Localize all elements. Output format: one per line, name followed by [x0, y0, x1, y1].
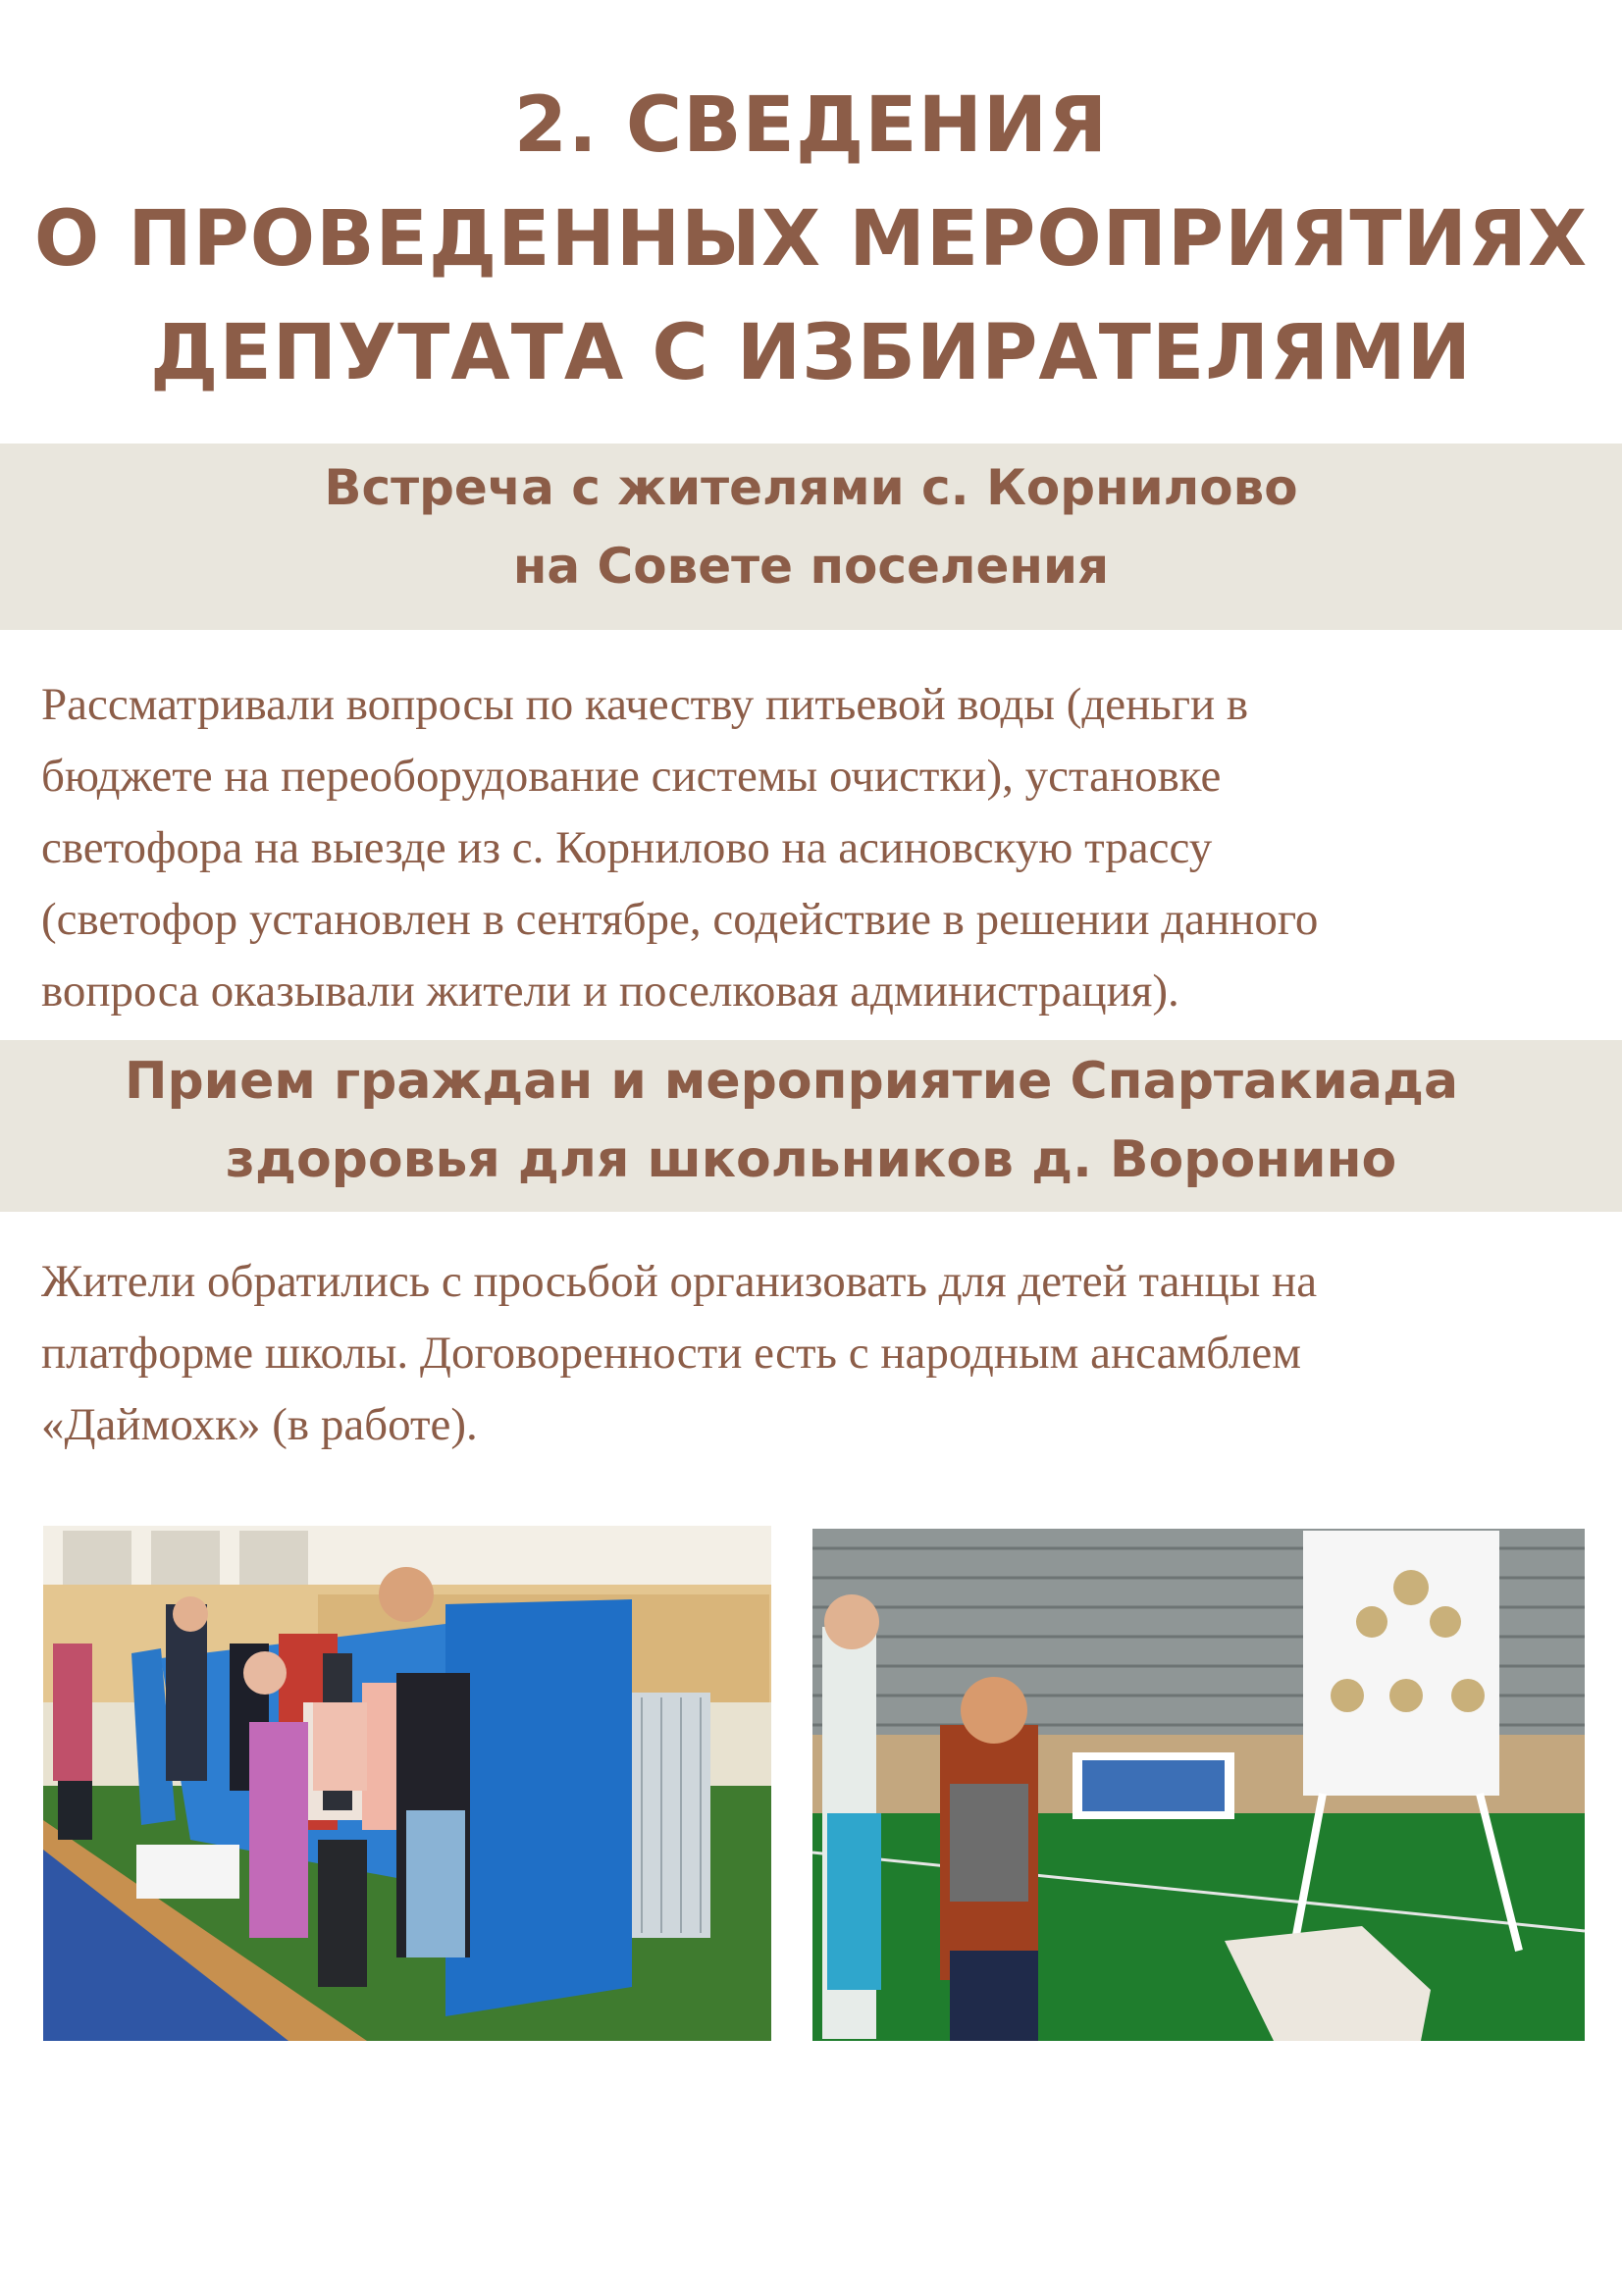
section-2-heading-band — [0, 1040, 1622, 1212]
photo-arena-target — [812, 1529, 1585, 2041]
photo-gym-children — [43, 1526, 771, 2041]
section-2-text-line: Жители обратились с просьбой организовать для детей танцы на — [41, 1256, 1318, 1307]
title-line-2: О ПРОВЕДЕННЫХ МЕРОПРИЯТИЯХ — [33, 195, 1589, 284]
title-line-1: 2. СВЕДЕНИЯ — [513, 81, 1109, 170]
section-2-text-line: «Даймохк» (в работе). — [41, 1399, 478, 1450]
page-title — [0, 69, 1622, 410]
section-2-heading-line-2: здоровья для школьников д. Воронино — [225, 1130, 1397, 1189]
section-2-heading-line-1: Прием граждан и мероприятие Спартакиада — [124, 1052, 1459, 1111]
section-1-text-line: Рассматривали вопросы по качеству питьевой воды (деньги в — [41, 679, 1249, 730]
photo-gym-children-image — [43, 1526, 771, 2041]
section-1-text-line: светофора на выезде из с. Корнилово на асиновскую трассу — [41, 822, 1213, 873]
section-1-text-line: (светофор установлен в сентябре, содействие в решении данного — [41, 894, 1319, 945]
title-line-3: ДЕПУТАТА С ИЗБИРАТЕЛЯМИ — [149, 309, 1473, 397]
section-2-text — [41, 1246, 1592, 1461]
section-2-text-line: платформе школы. Договоренности есть с народным ансамблем — [41, 1328, 1301, 1379]
section-1-heading-band — [0, 444, 1622, 630]
section-1-heading-line-2: на Совете поселения — [512, 538, 1110, 595]
section-1-heading-line-1: Встреча с жителями с. Корнилово — [324, 459, 1298, 516]
section-1-text-line: бюджете на переоборудование системы очистки), установке — [41, 751, 1222, 802]
photo-arena-target-image — [812, 1529, 1585, 2041]
section-1-text-line: вопроса оказывали жители и поселковая администрация). — [41, 965, 1179, 1017]
section-1-text — [41, 669, 1592, 1027]
